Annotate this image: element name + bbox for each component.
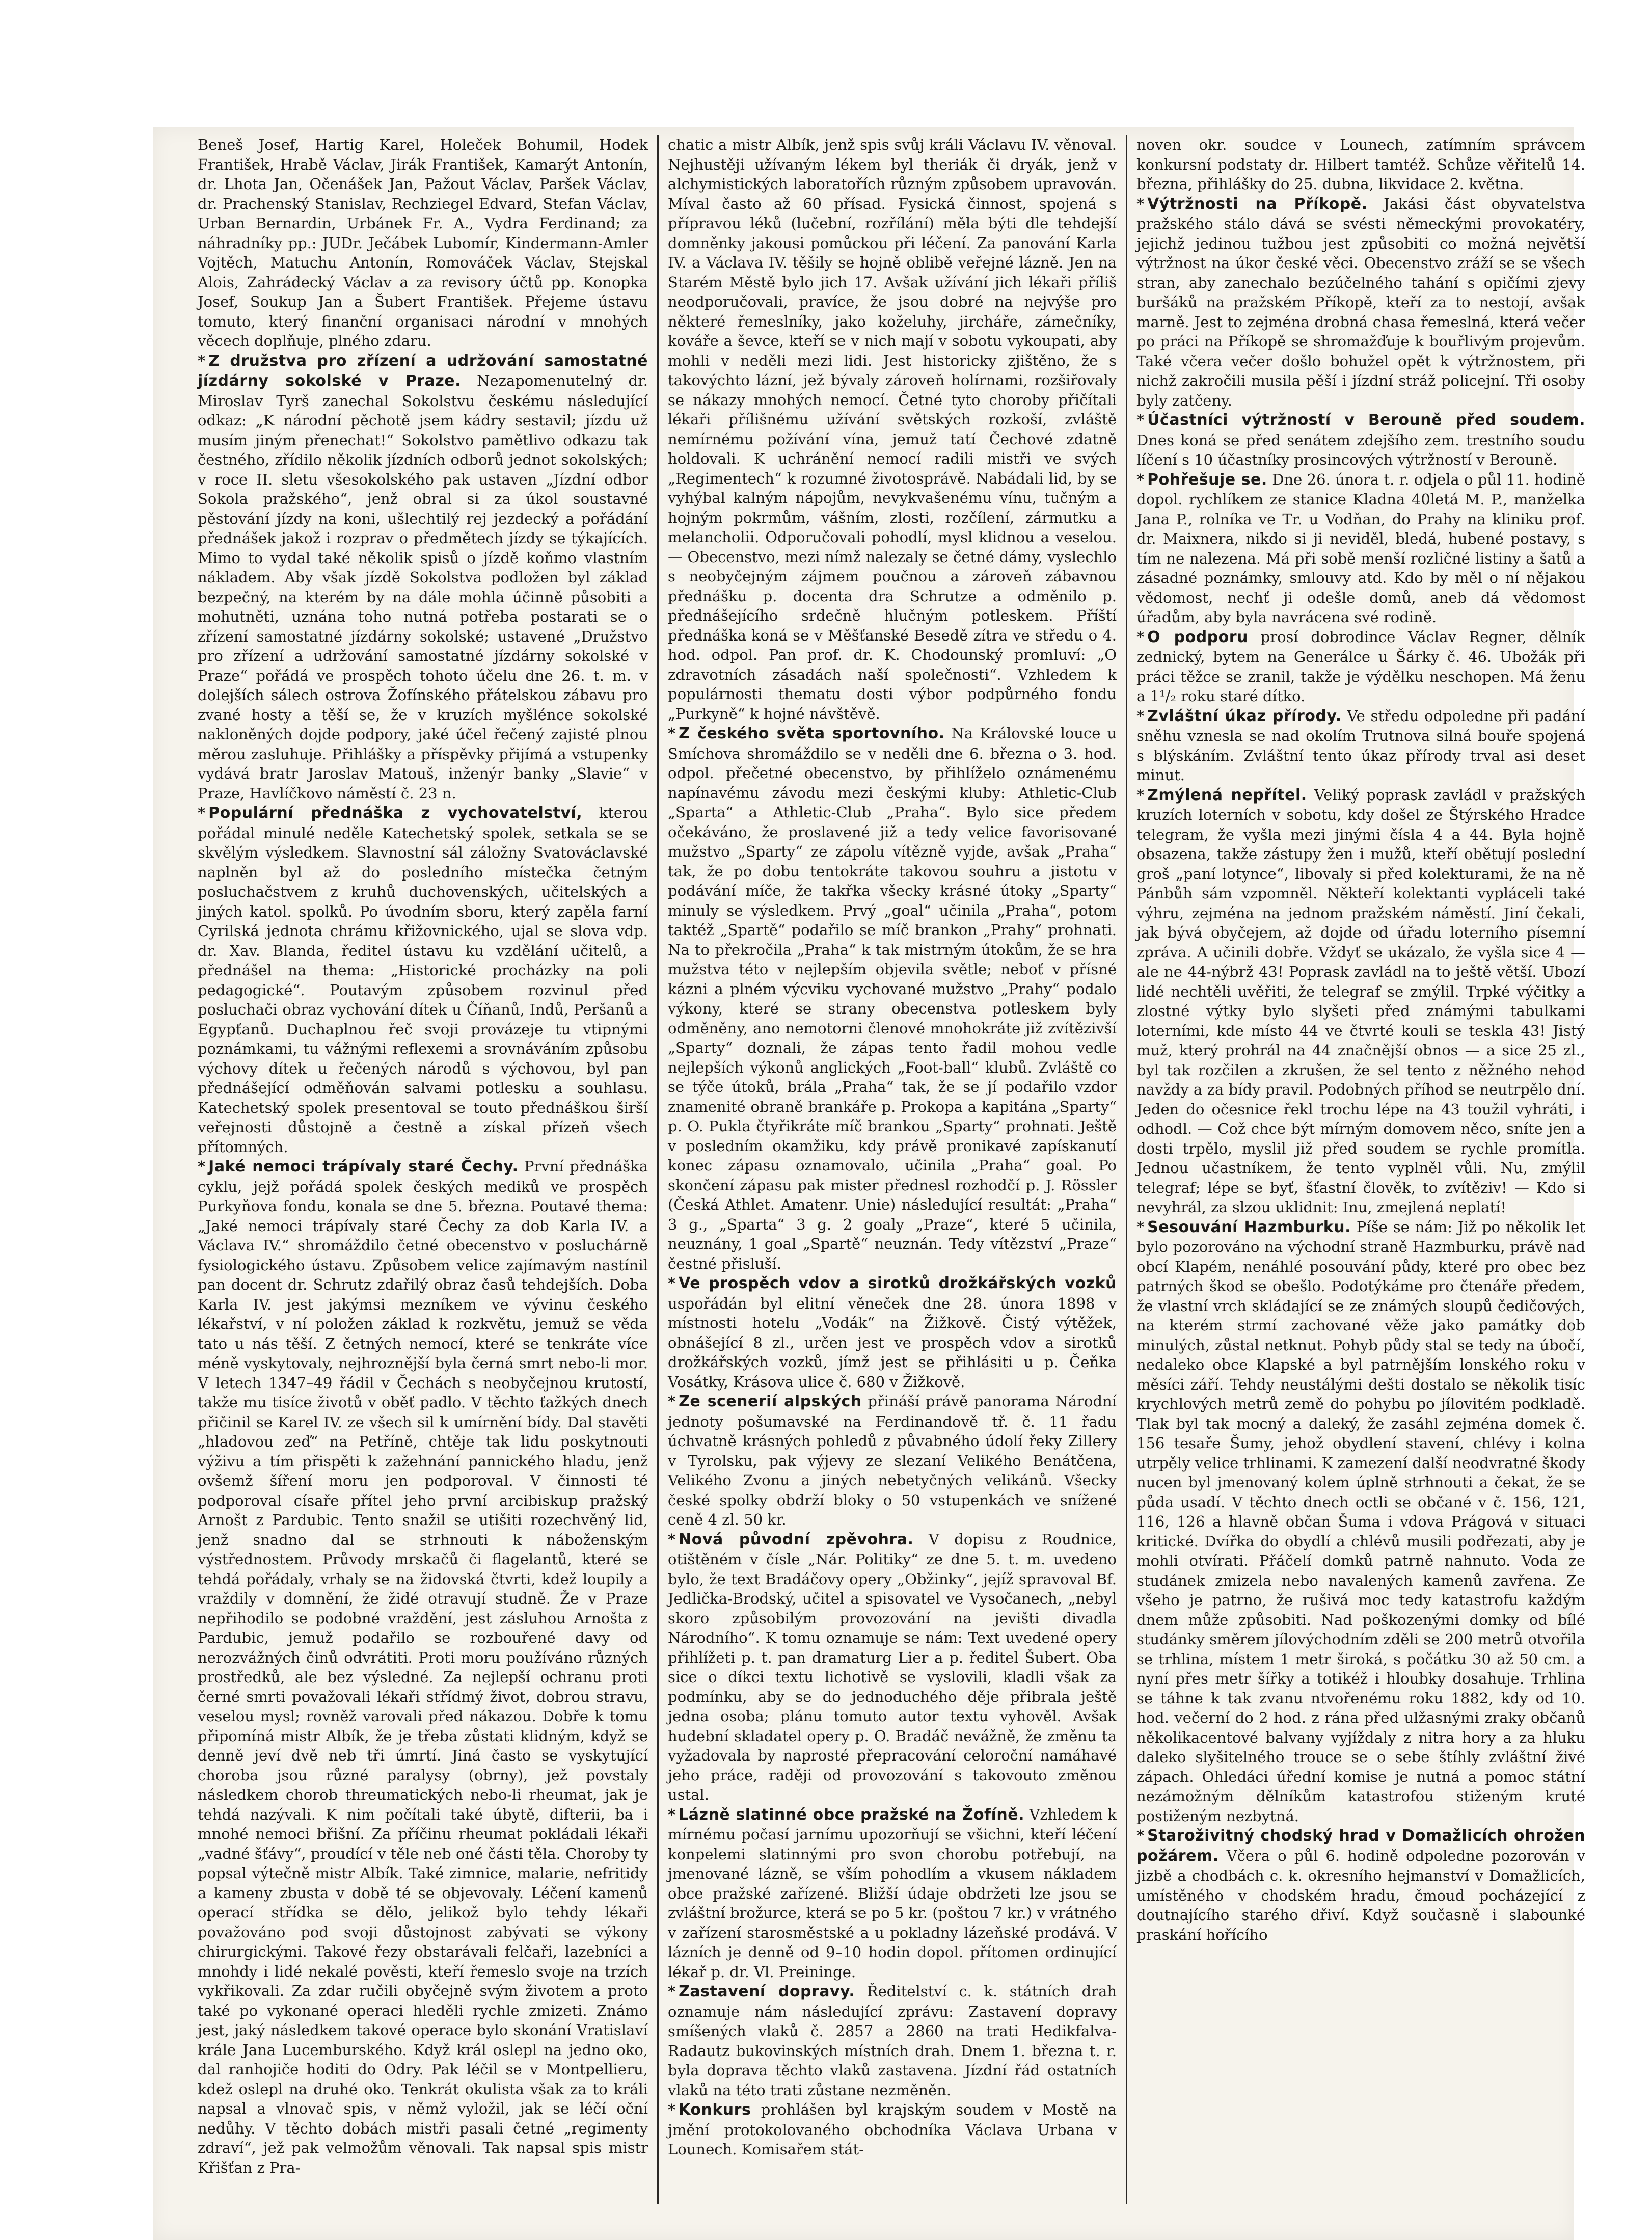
asterisk-icon: * (1136, 1827, 1145, 1844)
article-heading: Populární přednáška z vychovatelství, (208, 804, 583, 822)
article-heading: Staroživitný chodský hrad v Domažlicích ohrožen požárem. (1136, 1827, 1585, 1865)
asterisk-icon: * (1136, 470, 1145, 488)
article-text: Vzhledem k mírnému počasí jarnímu upozorňují se všichni, kteří léčení konpelemi slatinnými pro svon chorobu potřebují, na jmenované lázně, se vším pohodlím a vkusem nákladem obce pražské zařízené. Bližší údaje obdržeti lze jsou se zvláštní brožurce, která se po 5 kr. (poštou 7 kr.) v vrátného v zařízení starosměstské a u pokladny lázeňské prodává. V lázních je denně od 9–10 hodin dopol. přítomen ordinující lékař p. dr. Vl. Preininge. (668, 1805, 1117, 1981)
article-paragraph (1136, 627, 1585, 706)
column-3 (1126, 135, 1594, 2204)
article-paragraph (198, 803, 648, 1157)
article-heading: Sesouvání Hazmburku. (1147, 1218, 1351, 1236)
article-heading: Zastavení dopravy. (679, 1983, 855, 2001)
asterisk-icon: * (668, 725, 676, 742)
article-text: Jakási část obyvatelstva pražského stálo dává se svésti německými provokatéry, jejichž jedinou tužbou jest způsobiti co možná největší výtržnost na úkor české věci. Obecenstvo zráží se se všech stran, aby zanechalo bezúčelného tahání s opičími zjevy buršáků na pražském Příkopě, kteří za to nestojí, avšak marně. Jest to zejména drobná chasa řemeslná, která večer po práci na Příkopě se shromažďuje k bouřlivým projevům. Také včera večer došlo bohužel opět k výtržnostem, při nichž zakročili musila pěší i jízdní stráž policejní. Tři osoby byly zatčeny. (1136, 195, 1585, 409)
asterisk-icon: * (1136, 195, 1145, 212)
article-paragraph (668, 1982, 1117, 2100)
article-heading: Z družstva pro zřízení a udržování samostatné jízdárny sokolské v Praze. (198, 352, 648, 390)
article-paragraph (1136, 1217, 1585, 1826)
asterisk-icon: * (1136, 707, 1145, 725)
article-text: Ve středu odpoledne při padání sněhu vznesla se nad okolím Trutnova silná bouře spojená s blýskáním. Zvláštní tento úkaz přírody trval asi deset minut. (1136, 707, 1585, 784)
article-heading: O podporu (1147, 628, 1248, 646)
article-text: Včera o půl 6. hodině odpoledne pozorován v jizbě a chodbách c. k. okresního hejmanství v Domažlicích, umístěného v chodském hradu, čmoud pocházející z doutnajícího starého dřiví. Když současně i slabounké praskání hořícího (1136, 1847, 1585, 1943)
asterisk-icon: * (668, 1393, 676, 1410)
article-heading: Konkurs (679, 2101, 751, 2119)
article-text: Ředitelství c. k. státních drah oznamuje nám následující zprávu: Zastavení dopravy smíšených vlaků č. 2857 a 2860 na trati Hedikfalva-Radautz bukovinských místních drah. Dnem 1. března t. r. byla doprava těchto vlaků zastavena. Jízdní řád ostatních vlaků na této trati zůstane nezměněn. (668, 1983, 1117, 2099)
asterisk-icon: * (1136, 786, 1145, 804)
article-paragraph (668, 1805, 1117, 1982)
article-text: noven okr. soudce v Lounech, zatímním správcem konkursní podstaty dr. Hilbert tamtéž. Schůze věřitelů 14. března, přihlášky do 25. dubna, likvidace 2. května. (1136, 136, 1585, 193)
article-text: uspořádán byl elitní věneček dne 28. února 1898 v místnosti hotelu „Vodák“ na Žižkově. Čistý výtěžek, obnášející 8 zl., určen jest ve prospěch vdov a sirotků drožkářských vozků, jímž jest se přihlásiti u p. Čeňka Vosátky, Krásova ulice č. 680 v Žižkově. (668, 1294, 1117, 1391)
asterisk-icon: * (198, 352, 206, 369)
asterisk-icon: * (198, 804, 206, 821)
article-text: Beneš Josef, Hartig Karel, Holeček Bohumil, Hodek František, Hrabě Václav, Jirák František, Kamarýt Antonín, dr. Lhota Jan, Očenášek Jan, Pažout Václav, Paršek Václav, dr. Prachenský Stanislav, Rechziegel Edvard, Stefan Václav, Urban Bernardin, Urbánek Fr. A., Vydra Ferdinand; za náhradníky pp.: JUDr. Ječábek Lubomír, Kindermann-Amler Vojtěch, Matuchu Antonín, Romováček Václav, Stejskal Alois, Zahrádecký Václav a za revisory účtů pp. Konopka Josef, Soukup Jan a Šubert František. Přejeme ústavu tomuto, který finanční organisaci národní v mnohých věcech doplňuje, plného zdaru. (198, 136, 648, 350)
asterisk-icon: * (1136, 628, 1145, 646)
article-paragraph (668, 135, 1117, 724)
article-paragraph (668, 724, 1117, 1273)
article-heading: Zmýlená nepřítel. (1147, 786, 1307, 804)
asterisk-icon: * (668, 1530, 676, 1548)
asterisk-icon: * (668, 1274, 676, 1292)
asterisk-icon: * (1136, 1218, 1145, 1236)
asterisk-icon: * (1136, 411, 1145, 429)
column-2 (657, 135, 1126, 2204)
article-text: kterou pořádal minulé neděle Katechetský spolek, setkala se se skvělým výsledkem. Slavnostní sál záložny Svatováclavské naplněn byl až do posledního místečka četným posluchačstvem z kruhů duchovenských, učitelských a jiných katol. spolků. Po úvodním sboru, který zapěla farní Cyrilská jednota chrámu křižovnického, ujal se slova vdp. dr. Xav. Blanda, ředitel ústavu ku vzdělání učitelů, a přednášel na thema: „Historické procházky na poli pedagogické“. Poutavým způsobem rozvinul před posluchači obraz vychování dítek u Číňanů, Indů, Peršanů a Egypťanů. Duchaplnou řeč svoji provázeje tu vtipnými poznámkami, tu vážnými reflexemi a srovnáváním způsobu výchovy dítek u řečených národů s výchovou, byl pan přednášející odměňován salvami potlesku a souhlasu. Katechetský spolek presentoval se touto přednáškou širší veřejnosti důstojně a čestně a získal přízeň všech přítomných. (198, 804, 648, 1156)
article-heading: Účastníci výtržností v Berouně před soudem. (1147, 411, 1585, 429)
article-paragraph (198, 135, 648, 351)
article-heading: Jaké nemoci trápívaly staré Čechy. (208, 1158, 519, 1176)
article-paragraph (1136, 785, 1585, 1217)
article-heading: Pohřešuje se. (1147, 470, 1267, 489)
article-text: prohlášen byl krajským soudem v Mostě na jmění protokolovaného obchodníka Václava Urbana v Lounech. Komisařem stát- (668, 2101, 1117, 2158)
article-paragraph (1136, 706, 1585, 785)
article-paragraph (198, 1157, 648, 2177)
article-text: Dnes koná se před senátem zdejšího zem. trestního soudu líčení s 10 účastníky prosincových výtržností v Berouně. (1136, 431, 1585, 468)
article-text: Na Královské louce u Smíchova shromáždilo se v neděli dne 6. března o 3. hod. odpol. přečetné obecenstvo, by přihlíželo oznámenému napínavému závodu mezi českými kluby: Athletic-Club „Sparta“ a Athletic-Club „Praha“. Bylo sice předem očekáváno, že proslavené již a tedy velice favorisované mužstvo „Sparty“ ze zápolu vítězně vyjde, avšak „Praha“ tak, že po dobu tentokráte takovou souhru a jistotu v podávání míče, že takřka všecky krásné útoky „Sparty“ minuly se výsledkem. Prvý „goal“ učinila „Praha“, potom taktéž „Spartě“ podařilo se míč brankon „Prahy“ prohnati. Na to překročila „Praha“ k tak mistrným útokům, že se hra mužstva této v nejlepším objevila světle; neboť v přísné kázni a plném výcviku vychované mužstvo „Prahy“ podalo výkony, které se strany obecenstva potleskem byly odměněny, ano nemotorni členové mnohokráte již zvítězivší „Sparty“ doznali, že zápas tento řadil mohou vedle nejlepších výkonů anglických „Foot-ball“ klubů. Zvláště co se týče útoků, brála „Praha“ tak, že se jí podařilo vzdor znamenité obraně brankáře p. Prokopa a kapitána „Sparty“ p. O. Pukla čtyřikráte míč brankou „Sparty“ prohnati. Ještě v posledním okamžiku, kdy právě pronikavé zapískanutí konec zápasu oznamovalo, učinila „Praha“ goal. Po skončení zápasu pak mister přednesl rozhodčí p. J. Rössler (Česká Athlet. Amatenr. Unie) následující resultát: „Praha“ 3 g., „Sparta“ 3 g. 2 goaly „Praze“, které 5 učinila, neuznány, 1 goal „Spartě“ neuznán. Tedy vítězství „Praze“ čestné přisluší. (668, 725, 1117, 1272)
article-paragraph (668, 1530, 1117, 1805)
article-heading: Ve prospěch vdov a sirotků drožkářských vozků (679, 1274, 1117, 1292)
article-text: přináší právě panorama Národní jednoty pošumavské na Ferdinandově tř. č. 11 řadu úchvatně krásných pohledů z půvabného údolí řeky Zillery v Tyrolsku, pak výjevy ze slezaní Velikého Benátčena, Velikého Zvonu a jiných nebetyčných velikánů. Všecky české spolky obdrží bloky o 50 vstupenkách ve snížené ceně 4 zl. 50 kr. (668, 1393, 1117, 1528)
article-text: prosí dobrodince Václav Regner, dělník zednický, bytem na Generálce u Šárky č. 46. Ubožák při práci těžce se zranil, takže je výdělku neschopen. Má ženu a 1¹/₂ roku staré dítko. (1136, 628, 1586, 705)
text-columns (188, 135, 1630, 2204)
article-heading: Nová původní zpěvohra. (679, 1530, 914, 1549)
article-heading: Lázně slatinné obce pražské na Žofíně. (679, 1805, 1024, 1824)
article-text: chatic a mistr Albík, jenž spis svůj králi Václavu IV. věnoval. Nejhustěji užívaným lékem byl theriák či dryák, jenž v alchymistických laboratořích různým způsobem upravován. Míval často až 60 přísad. Fysická činnost, spojená s přípravou léků (lučební, rozřílání) měla býti dle tehdejší domněnky jakousi pomůckou při léčení. Za panování Karla IV. a Václava IV. těšily se hojně oblibě veřejné lázně. Jen na Starém Městě bylo jich 17. Avšak užívání jich lékaři příliš neodporučovali, pravíce, že jsou dobré na nejvýše pro některé řemeslníky, jako koželuhy, jircháře, zámečníky, kováře a ševce, kteří se v nich mají v sobotu vykoupati, aby mohli v neděli mezi lidi. Jest historicky zjištěno, že s takovýchto lázní, jež bývaly zároveň holírnami, rozšiřovaly se nákazy mnohých nemocí. Četné tyto choroby přičítali lékaři přílišnému užívání světských rozkoší, zvláště nemírnému požívání vína, jemuž tatí Čechové zdatně holdovali. K uchránění nemocí radili mistři ve svých „Regimentech“ k rozumné životosprávě. Nabádali lid, by se vyhýbal kalným nápojům, nevykvašenému vínu, tučným a hojným pokrmům, vášním, zlosti, rozčílení, zármutku a melancholii. Odporučovali pohodlí, mysl klidnou a veselou. — Obecenstvo, mezi nímž nalezaly se četné dámy, vyslechlo s neobyčejným zájmem poučnou a zároveň zábavnou přednášku p. docenta dra Schrutze a odměnilo p. přednášejícího srdečně hlučným potleskem. Příští přednáška koná se v Měšťanské Besedě zítra ve středu o 4. hod. odpol. Pan prof. dr. K. Chodounský promluví: „O zdravotních zásadách naší společnosti“. Vzhledem k populárnosti thematu dosti výbor podpůrného fondu „Purkyně“ k hojné návštěvě. (668, 136, 1117, 723)
asterisk-icon: * (668, 1805, 676, 1823)
asterisk-icon: * (198, 1158, 206, 1175)
article-paragraph (1136, 1826, 1585, 1944)
article-paragraph (1136, 470, 1585, 627)
article-text: Dne 26. února t. r. odjela o půl 11. hodině dopol. rychlíkem ze stanice Kladna 40letá M. P., manželka Jana P., rolníka ve Tr. u Vodňan, do Prahy na kliniku prof. dr. Maixnera, nikdo si ji neviděl, bledá, hubené postavy, s tím ne nalezena. Má při sobě menší rozličné listiny a šatů a zásadné poznámky, smlouvy atd. Kdo by měl o ní nějakou vědomost, nechť ji odešle domů, aneb dá vědomost úřadům, aby byla navrácena své rodině. (1136, 470, 1586, 626)
article-paragraph (198, 351, 648, 804)
article-text: Nezapomenutelný dr. Miroslav Tyrš zanechal Sokolstvu českému následující odkaz: „K národní pěchotě jsem kádry sestavil; jízdu už musím jiným přenechat!“ Sokolstvo pamětlivo odkazu tak čestného, zřídilo několik jízdních odborů jednot sokolských; v roce II. sletu všesokolského pak ustaven „Jízdní odbor Sokola pražského“, jenž obral si za úkol soustavné pěstování jízdy na koni, ušlechtilý rej jezdecký a pořádání přednášek jakož i rozprav o předmětech jízdy se týkajících. Mimo to vydal také několik spisů o jízdě koňmo vlastním nákladem. Aby však jízdě Sokolstva podložen byl základ bezpečný, na kterém by na dále mohla účinně působiti a mohutněti, uznána toho nutná potřeba postarati se o zřízení samostatné jízdárny sokolské; ustavené „Družstvo pro zřízení a udržování samostatné jízdárny sokolské v Praze“ pořádá ve prospěch tohoto účelu dne 26. t. m. v dolejších sálech ostrova Žofínského přátelskou zábavu pro zvané hosty a těší se, že v kruzích myšlénce sokolské nakloněných dojde podpory, jaké účel řečený zajisté plnou měrou zasluhuje. Přihlášky a příspěvky přijímá a vstupenky vydává bratr Jaroslav Matouš, inženýr banky „Slavie“ v Praze, Havlíčkovo náměstí č. 23 n. (198, 372, 648, 802)
article-heading: Z českého světa sportovního. (679, 725, 945, 742)
article-paragraph (1136, 135, 1585, 194)
article-paragraph (668, 1392, 1117, 1530)
article-text: Píše se nám: Již po několik let bylo pozorováno na východní straně Hazmburku, právě nad obcí Klapém, nenáhlé posouvání půdy, které pro obec bez patrných škod se obešlo. Podotýkáme pro čtenáře předem, že vlastní vrch skládající se ze známých sloupů čedičových, na kterém strmí zachované věže jako památky dob minulých, zůstal netknut. Pohyb půdy stal se tedy na úbočí, nedaleko obce Klapské a byl patrnějším lonského roku v měsíci září. Tehdy neustálými dešti dostalo se několik tisíc krychlových metrů země do pohybu po jílovitém podkladě. Tlak byl tak mocný a daleký, že zasáhl zejména domek č. 156 tesaře Šumy, jehož obydlení stavení, chlévy i kolna utrpěly velice trhlinami. K zamezení další neodvratné škody nucen byl jmenovaný kolem úplně strhnouti a čekat, že se půda usadí. V těchto dnech octli se občané v č. 156, 121, 116, 126 a hlavně občan Šuma i vdova Prágová v situaci kritické. Dvířka do obydlí a chlévů musili podřezati, aby je mohli otvírati. Přáčelí domků patrně nahnuto. Voda ze studánek zmizela nebo navalených kamenů zavřena. Ze všeho je patrno, že rušivá moc tedy katastrofu každým dnem může způsobiti. Nad poškozenými domky od bílé studánky směrem jílovýchodním zděli se 200 metrů otvořila se trhlina, místem 1 metr široká, s počátku 30 až 50 cm. a nyní přes metr šířky a totikéž i hloubky dosahuje. Trhlina se táhne k tak zvanu ntvořenému roku 1882, kdy od 10. hod. večerní do 2 hod. z rána před ulžasnými zraky občanů několikacentové balvany vyjíždaly z nitra hory a za hluku daleko slyšitelného trouce se o sebe štíhly zvláštní živé zápach. Ohledáci úřední komise je nutná a pomoc státní nezámožným dělníkům katastrofou stiženým kruté postiženým nezbytná. (1136, 1218, 1585, 1825)
article-text: Veliký poprask zavládl v pražských kruzích loterních v sobotu, kdy došel ze Štýrského Hradce telegram, že vyšla mezi jinými čísla 4 a 44. Byla hojně obsazena, takže zástupy žen i mužů, kteří obětují poslední groš „paní lotynce“, libovaly si před kolekturami, že na ně Pánbůh sám vzpomněl. Někteří kolektanti vypláceli také výhru, zejména na jednom pražském náměstí. Jiní čekali, jak bývá obyčejem, až dojde od úřadu loterního písemní zpráva. A učinili dobře. Vždyť se ukázalo, že vyšla sice 4 — ale ne 44-nýbrž 43! Poprask zavládl na to ještě větší. Ubozí lidé nechtěli uvěřiti, že telegraf se zmýlil. Trpké výčitky a zlostné výtky bylo slyšeti před známými tabulkami loterními, kde místo 44 ve čtvrté kouli se teskla 43! Jistý muž, který prohrál na 44 značnější obnos — a sice 25 zl., byl tak rozčilen a zkrušen, že sel tento z něžného nehod navždy a za bídy pravil. Podobných příhod se neutrpělo dní. Jeden do očesnice řekl trochu lépe na 43 toužil vyhráti, i odhodl. — Což chce být mírným domovem něco, sníte jen a dosti trpělo, myslil již před soudem se rychle promítla. Jednou učastníkem, že tento vyplněl vůli. Nu, zmýlil telegraf; lépe se byť, šťastní člověk, to zvítěziv! — Kdo si nevyhrál, za slzou uklidnit: Inu, zmejlená neplatí! (1136, 786, 1586, 1216)
article-heading: Výtržnosti na Příkopě. (1147, 195, 1368, 213)
article-paragraph (1136, 194, 1585, 411)
article-paragraph (668, 1273, 1117, 1392)
article-paragraph (1136, 410, 1585, 470)
column-1 (188, 135, 657, 2204)
article-heading: Ze scenerií alpských (679, 1393, 862, 1410)
article-text: V dopisu z Roudnice, otištěném v čísle „Nár. Politiky“ ze dne 5. t. m. uvedeno bylo, že text Bradáčovy opery „Obžinky“, jejíž spravoval Bf. Jedlička-Brodský, učitel a spisovatel ve Vysočanech, „nebyl skoro způsobilým provozování na jevišti divadla Národního“. K tomu oznamuje se nám: Text uvedené opery přihlížeti p. t. pan dramaturg Lier a p. ředitel Šubert. Oba sice o díkci textu lichotivě se vyslovili, kladli však za podmínku, aby se do jednoduchého děje přibrala ještě jedna osoba; plánu tomuto autor textu vyhověl. Avšak hudební skladatel opery p. O. Bradáč nevážně, že změnu ta vyžadovala by naprosté přepracování celoroční namáhavé jeho práce, raději od provozování s takovouto změnou ustal. (668, 1530, 1117, 1803)
article-text: První přednáška cyklu, jejž pořádá spolek českých mediků ve prospěch Purkyňova fondu, konala se dne 5. března. Poutavé thema: „Jaké nemoci trápívaly staré Čechy za dob Karla IV. a Václava IV.“ shromáždilo četné obecenstvo v posluchárně fysiologického ústavu. Způsobem velice zajímavým nastínil pan docent dr. Schrutz zdařilý obraz časů tehdejších. Doba Karla IV. jest jakýmsi mezníkem ve vývinu českého lékařství, v ní položen základ k rozkvětu, jemuž se věda tato u nás těší. Z četných nemocí, které se tenkráte více méně vyskytovaly, nejhroznější byla černá smrt nebo-li mor. V letech 1347–49 řádil v Čechách s neobyčejnou krutostí, takže mu tisíce životů v oběť padlo. V těchto ťažkých dnech přičinil se Karel IV. ze všech sil k umírnění bídy. Dal stavěti „hladovou zeď“ na Petříně, chtěje tak lidu poskytnouti výživu a tím přispěti k zažehnání pannického hladu, jenž ovšemž šíření moru jen podporoval. V činnosti té podporoval císaře přítel jeho první arcibiskup pražský Arnošt z Pardubic. Tento snažil se utišiti rozechvěný lid, jenž snadno dal se strhnouti k náboženským výstřednostem. Průvody mrskačů či flagelantů, které se tehdá pořádaly, vrhaly se na židovská čtvrti, kdež loupily a vraždily v domnění, že židé otravují studně. Že v Praze nepřihodilo se podobné vraždění, jest zásluhou Arnošta z Pardubic, jemuž podařilo se rozbouřené davy od nerozvážných činů odvrátiti. Proti moru používáno různých prostředků, ale bez výsledné. Za nejlepší ochranu proti černé smrti považovali lékaři střídmý život, dobrou stravu, veselou mysl; rovněž varovali před nákazou. Dobře k tomu připomíná mistr Albík, že je třeba zůstati klidným, když se denně jeví dvě neb tři úmrtí. Jiná často se vyskytující choroba jsou různé paralysy (obrny), jež povstaly následkem chorob threumatických nebo-li rheumat, jak je tehdá nazývali. K nim počítali také úbytě, difterii, ba i mnohé nemoci břišní. Za příčinu rheumat pokládali lékaři „vadné šťávy“, proudící v těle neb oné části těla. Choroby ty popsal výtečně mistr Albík. Také zimnice, malarie, nefritidy a kameny zbusta v době té se objevovaly. Léčení kamenů operací střídka se dělo, jelikož bylo tehdy lékaři považováno pod svoji důstojnost zabývati se výkony chirurgickými. Takové řezy obstarávali felčaři, lazebníci a mnohdy i lidé nekalé pověsti, kteří řemeslo svoje na trzích vykřikovali. Za zdar ručili obyčejně svým životem a proto také po vykonané operaci hleděli rychle zmizeti. Známo jest, jaký následkem takové operace bylo skonání Vratislaví krále Jana Lucemburského. Když král oslepl na jedno oko, dal ranhojiče hoditi do Odry. Pak léčil se v Montpellieru, kdež oslepl na druhé oko. Tenkrát okulista však za to králi napsal a vlnovač spis, v němž vyložil, jak se léčí oční nedůhy. V těchto dobách mistři pasali četné „regimenty zdraví“, jež pak velmožům věnovali. Tak napsal spis mistr Křišťan z Pra- (198, 1158, 648, 2176)
asterisk-icon: * (668, 1983, 676, 2000)
article-heading: Zvláštní úkaz přírody. (1147, 707, 1342, 725)
article-paragraph (668, 2100, 1117, 2159)
asterisk-icon: * (668, 2101, 676, 2118)
